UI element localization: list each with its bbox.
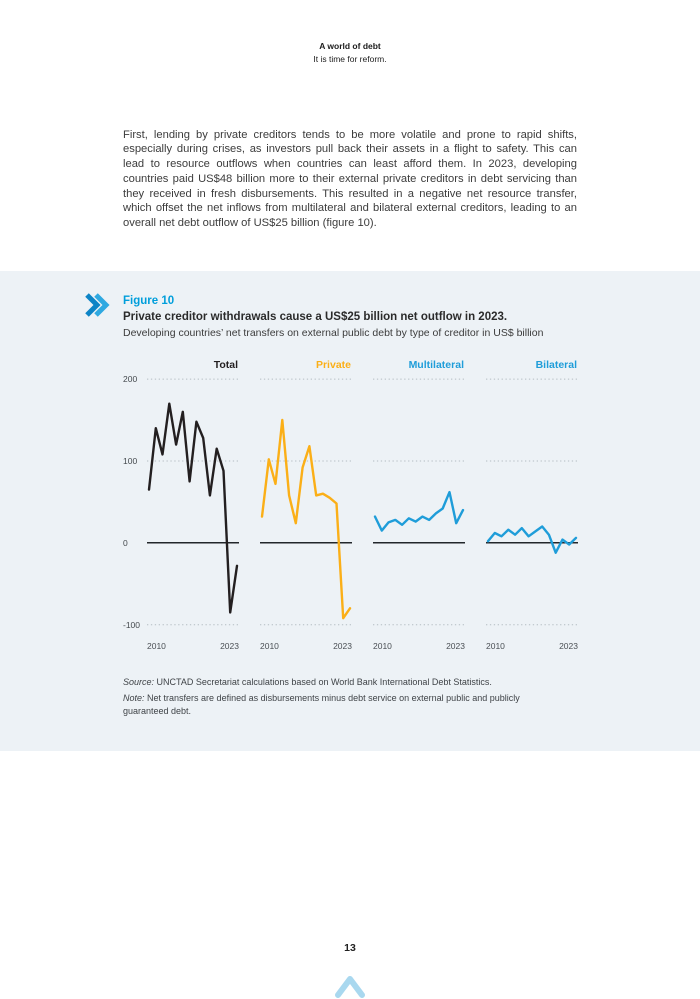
report-title: A world of debt [319,41,381,51]
line-chart-multilateral [373,375,465,637]
series-header-total: Total [213,358,238,371]
x-tick-start: 2010 [373,640,392,651]
note-text: Net transfers are defined as disbursements minus debt service on external public and publicly guaranteed debt. [123,692,520,717]
y-tick-200: 200 [123,374,138,385]
chart-panel-private [260,359,352,651]
y-axis-tick-labels [123,375,147,637]
x-axis-labels-bilateral [486,641,578,651]
body-paragraph: First, lending by private creditors tends to be more volatile and prone to rapid shifts, especially during crises, as investors pull back their assets in a flight to safety. This can lead to resource outflows when countries can least afford them. In 2023, developing countries paid US$48 billion more to their external private creditors in debt servicing than they received in fresh disbursements. This resulted in a negative net resource transfer, which offset the net inflows from multilateral and bilateral external creditors, leading to an overall net debt outflow of US$25 billion (figure 10). [123,128,577,230]
page-footer [0,930,700,990]
x-axis-labels-private [260,641,352,651]
report-subtitle: It is time for reform. [313,53,387,64]
chart-panel-total [147,359,239,651]
chart-panel-multilateral [373,359,465,651]
x-tick-end: 2023 [559,640,578,651]
series-header-private: Private [315,358,351,371]
figure-label: Figure 10 [123,294,175,307]
x-tick-start: 2010 [260,640,279,651]
series-header-multilateral: Multilateral [408,358,464,371]
x-axis-labels-multilateral [373,641,465,651]
x-tick-end: 2023 [333,640,352,651]
x-tick-start: 2010 [486,640,505,651]
running-header [0,0,700,66]
y-tick-neg100: -100 [123,619,141,630]
x-tick-start: 2010 [147,640,166,651]
line-chart-bilateral [486,375,578,637]
source-label: Source: [123,676,155,687]
chevron-up-icon [335,973,365,999]
page-number: 13 [344,942,356,954]
line-chart-private [260,375,352,637]
figure-note [123,692,563,719]
series-header-bilateral: Bilateral [535,358,577,371]
y-tick-100: 100 [123,455,138,466]
figure-source [123,677,579,687]
y-tick-0: 0 [123,537,128,548]
figure-title: Private creditor withdrawals cause a US$25 billion net outflow in 2023. [123,310,508,323]
line-chart-total [147,375,239,637]
chart-panels [147,359,578,651]
source-text: UNCTAD Secretariat calculations based on World Bank International Debt Statistics. [156,676,492,687]
chart-panel-bilateral [486,359,578,651]
x-axis-labels-total [147,641,239,651]
x-tick-end: 2023 [446,640,465,651]
note-label: Note: [123,692,145,703]
figure-block [0,271,700,751]
x-tick-end: 2023 [220,640,239,651]
figure-subtitle: Developing countries’ net transfers on external public debt by type of creditor in US$ billion [123,326,544,339]
figure-charts [123,359,700,651]
double-chevron-right-icon [84,293,110,317]
